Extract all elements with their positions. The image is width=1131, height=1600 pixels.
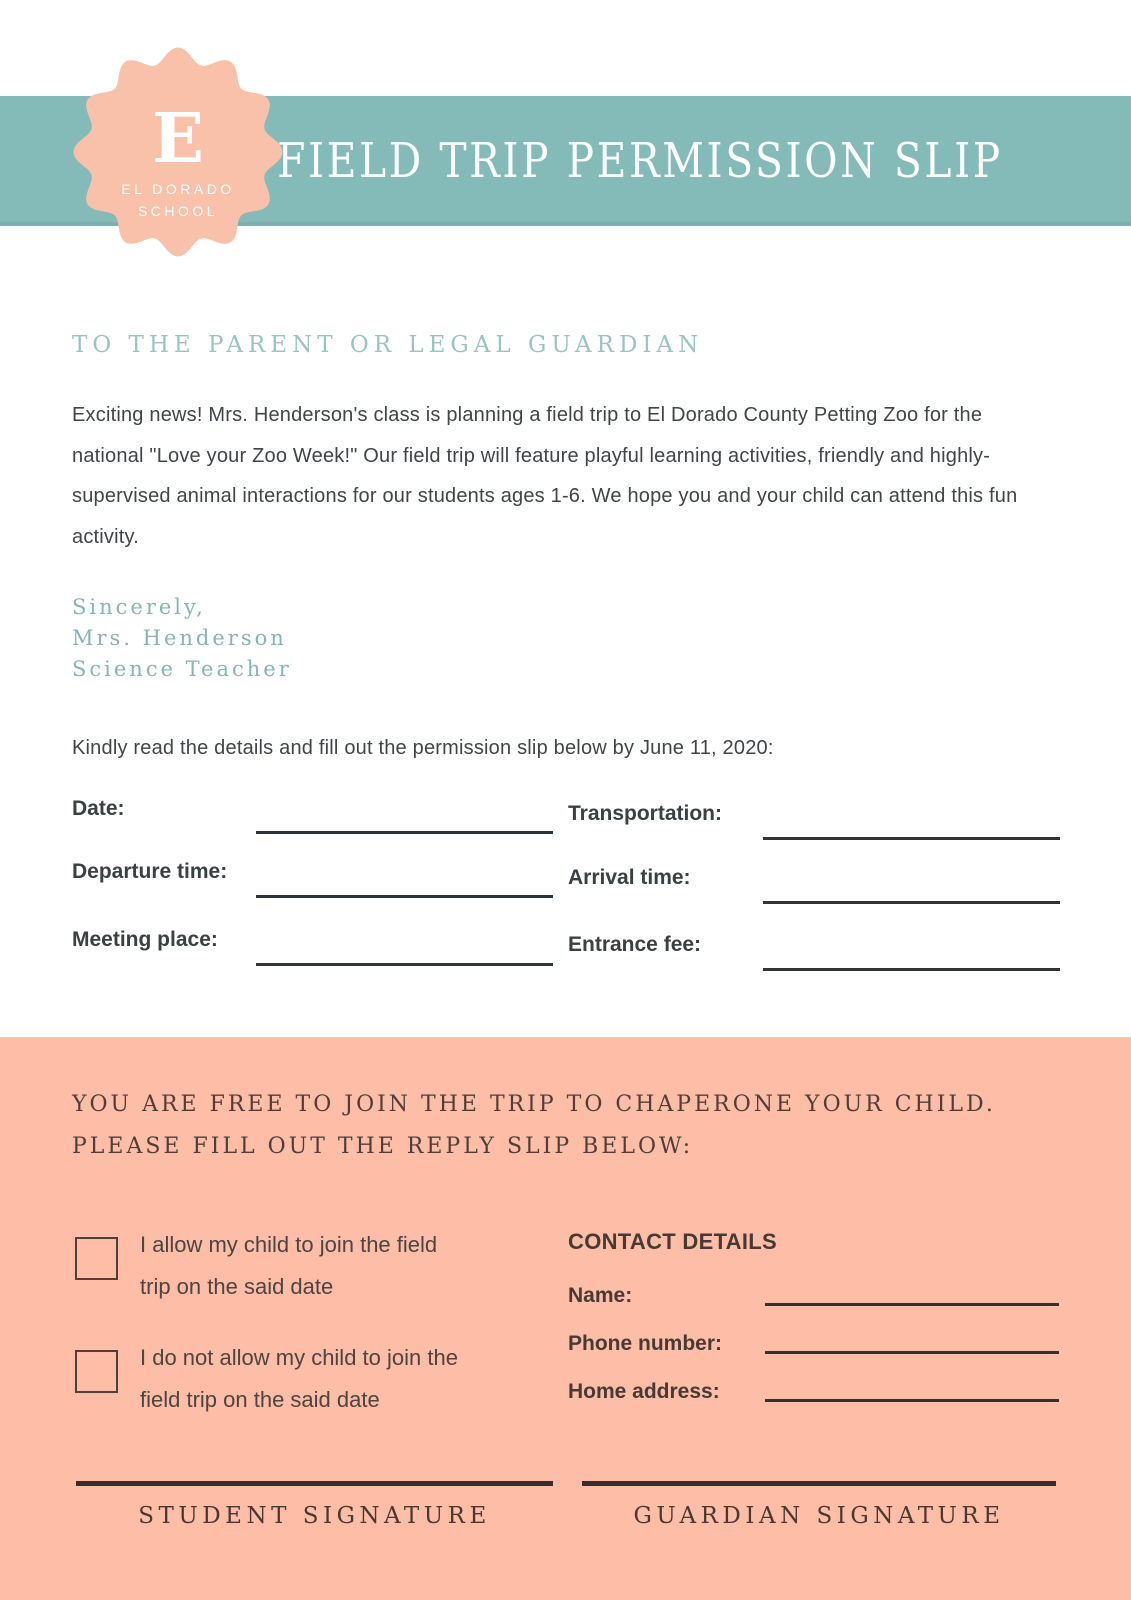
page-title: FIELD TRIP PERMISSION SLIP bbox=[277, 133, 1003, 189]
arrival-time-input-line[interactable] bbox=[763, 901, 1060, 904]
phone-number-label: Phone number: bbox=[568, 1332, 723, 1355]
home-address-label: Home address: bbox=[568, 1380, 720, 1403]
departure-time-label: Departure time: bbox=[72, 860, 228, 883]
phone-number-input-line[interactable] bbox=[765, 1351, 1059, 1354]
school-name-line1: EL DORADO bbox=[121, 181, 235, 197]
meeting-place-label: Meeting place: bbox=[72, 928, 218, 951]
contact-details-heading: CONTACT DETAILS bbox=[568, 1229, 777, 1254]
guardian-signature-line[interactable] bbox=[582, 1481, 1056, 1486]
letter-closing-block bbox=[72, 592, 292, 685]
signer-name: Mrs. Henderson bbox=[72, 626, 287, 650]
signer-title: Science Teacher bbox=[72, 657, 292, 681]
school-initial: E bbox=[152, 99, 204, 179]
not-allow-option-label-line2: field trip on the said date bbox=[140, 1387, 380, 1412]
departure-time-input-line[interactable] bbox=[256, 895, 553, 898]
transportation-label: Transportation: bbox=[568, 802, 723, 825]
not-allow-option-label bbox=[140, 1337, 458, 1421]
arrival-time-label: Arrival time: bbox=[568, 866, 691, 889]
entrance-fee-label: Entrance fee: bbox=[568, 933, 702, 956]
home-address-input-line[interactable] bbox=[765, 1399, 1059, 1402]
student-signature-line[interactable] bbox=[76, 1481, 553, 1486]
not-allow-checkbox[interactable] bbox=[75, 1350, 118, 1393]
school-badge bbox=[73, 47, 283, 257]
school-name-line2: SCHOOL bbox=[137, 203, 219, 219]
allow-option-label-line2: trip on the said date bbox=[140, 1274, 334, 1299]
meeting-place-input-line[interactable] bbox=[256, 963, 553, 966]
date-input-line[interactable] bbox=[256, 831, 553, 834]
allow-checkbox[interactable] bbox=[75, 1237, 118, 1280]
instruction-line: Kindly read the details and fill out the permission slip below by June 11, 2020: bbox=[72, 737, 774, 759]
reply-heading-line1: YOU ARE FREE TO JOIN THE TRIP TO CHAPERONE YOUR CHILD. bbox=[72, 1092, 996, 1117]
entrance-fee-input-line[interactable] bbox=[763, 968, 1060, 971]
allow-option-label bbox=[140, 1224, 437, 1308]
guardian-signature-label: GUARDIAN SIGNATURE bbox=[633, 1503, 1005, 1529]
name-input-line[interactable] bbox=[765, 1303, 1059, 1306]
transportation-input-line[interactable] bbox=[763, 837, 1060, 840]
reply-heading-line2: PLEASE FILL OUT THE REPLY SLIP BELOW: bbox=[72, 1134, 694, 1159]
date-label: Date: bbox=[72, 797, 125, 820]
name-label: Name: bbox=[568, 1284, 633, 1307]
closing-word: Sincerely, bbox=[72, 595, 206, 619]
not-allow-option-label-line1: I do not allow my child to join the bbox=[140, 1345, 458, 1370]
letter-body: Exciting news! Mrs. Henderson's class is planning a field trip to El Dorado County Petting Zoo for the national "Love your Zoo Week!" Our field trip will feature playful learning activities, friendly and highly-supervised animal interactions for our students ages 1-6. We hope you and your child can attend this fun activity. bbox=[72, 404, 1018, 548]
student-signature-label: STUDENT SIGNATURE bbox=[138, 1503, 491, 1529]
salutation-heading: TO THE PARENT OR LEGAL GUARDIAN bbox=[72, 332, 704, 358]
allow-option-label-line1: I allow my child to join the field bbox=[140, 1232, 438, 1257]
